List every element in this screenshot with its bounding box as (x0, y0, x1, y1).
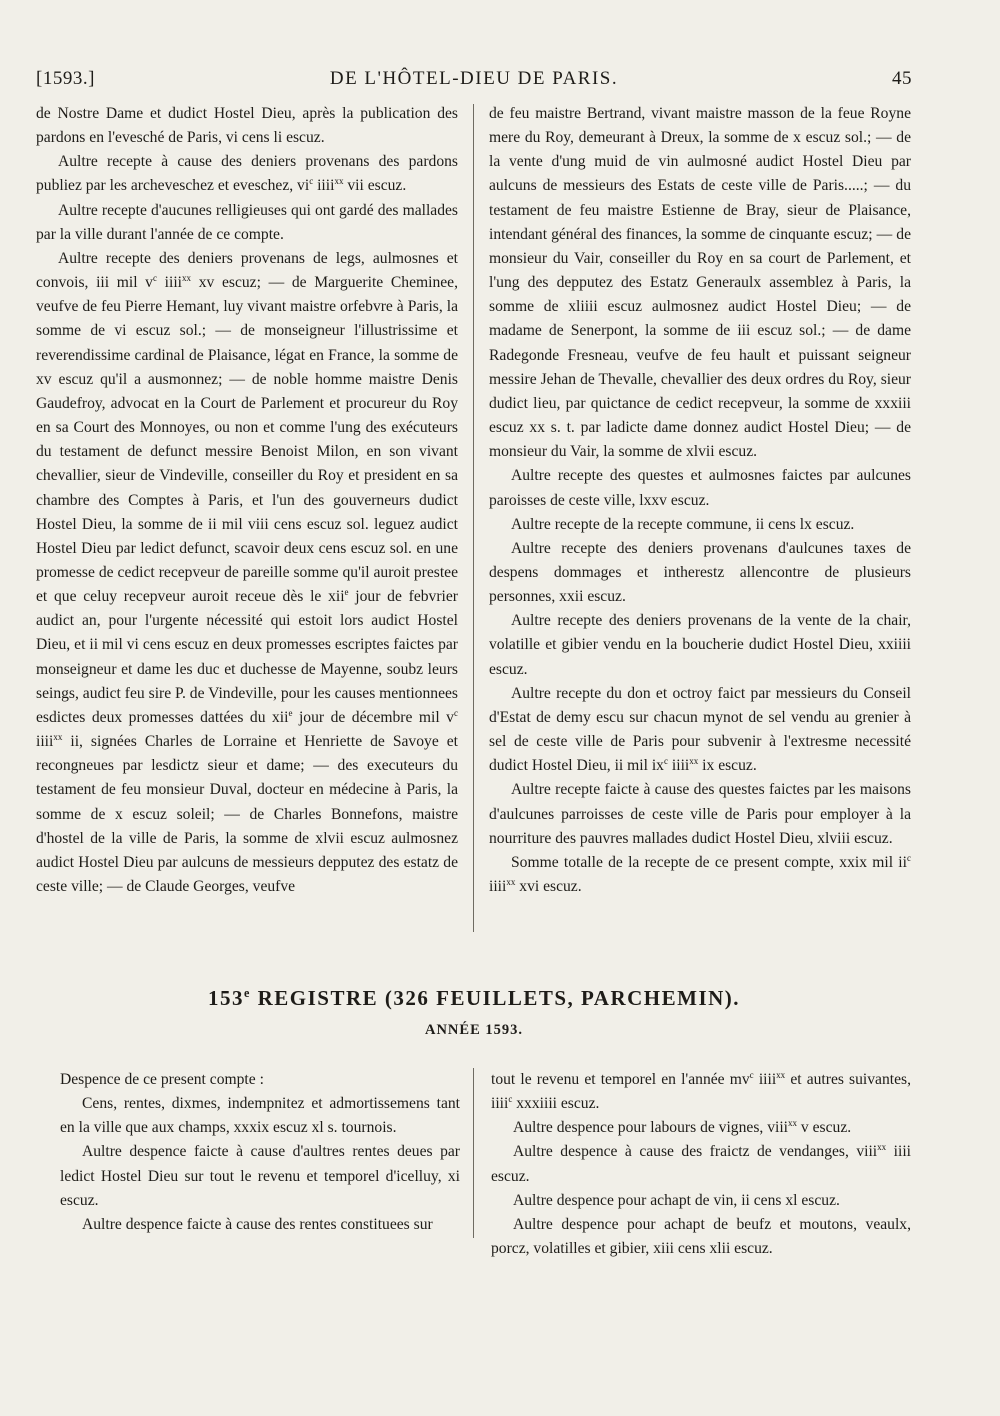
right-column-top (489, 102, 911, 899)
paragraph: Aultre recepte faicte à cause des questes faictes par les maisons d'aulcunes parroisses de ceste ville de Paris pour employer à la nourriture des pauvres mallades dudict Hostel Dieu, xlviii escuz. (489, 781, 911, 847)
paragraph: Aultre recepte des questes et aulmosnes faictes par aulcunes paroisses de ceste ville, lxxv escuz. (489, 467, 911, 509)
paragraph: Aultre recepte des deniers provenans de legs, aulmosnes et convois, iii mil $v^c$ iiii$^{xx}$ xv escuz; — de Marguerite Cheminee, veufve de feu Pierre Hemant, luy vivant maistre orfebvre à Paris, la somme de vi escuz sol.; — de monseigneur l'illustrissime et reverendissime cardinal de Plaisance, légat en France, la somme de xv escuz qu'il a ausmonnez; — de noble homme maistre Denis Gaudefroy, advocat en la Court de Parlement et procureur du Roy en sa Court des Monnoyes, ou non et comme l'ung des exécuteurs du testament de defunct messire Benoist Milon, en son vivant chevallier, sieur de Vindeville, conseiller du Roy et president en sa chambre des Comptes à Paris, et l'un des gouverneurs dudict Hostel Dieu, la somme de ii mil viii cens escuz sol. leguez audict Hostel Dieu par ledict defunct, scavoir deux cens escuz sol. en une promesse de cedict recepveur de pareille somme qu'il auroit prestee et que celuy recepveur auroit receue dès le xii$^e$ jour de febvrier audict an, pour l'urgente nécessité qui estoit lors audict Hostel Dieu, et ii mil vi cens escuz en deux promesses escriptes faictes par monseigneur et dame les duc et duchesse de Mayenne, soubz leurs seings, audict feu sire P. de Vindeville, pour les causes mentionnees esdictes deux promesses dattées du xii$^e$ jour de décembre mil $v^c$ iiii$^{xx}$ ii, signées Charles de Lorraine et Henriette de Savoye et recongneues par lesdictz sieur et dame; — des executeurs du testament de feu monsieur Duval, docteur en médecine à Paris, la somme de x escuz soleil; — de Charles Bonnefons, maistre d'hostel de la ville de Paris, la somme de xlvii escuz aulmosnez audict Hostel Dieu par aulcuns de messieurs depputez des estatz de ceste ville; — de Claude Georges, veufve (36, 249, 458, 895)
running-head-title: DE L'HÔTEL-DIEU DE PARIS. (329, 68, 619, 89)
left-column-top (36, 102, 458, 899)
paragraph: Aultre recepte du don et octroy faict par messieurs du Conseil d'Estat de demy escu sur chacun mynot de sel vendu au grenier à sel de ceste ville de Paris pour subvenir à l'extresme necessité dudict Hostel Dieu, ii mil $ix^c$ iiii$^{xx}$ ix escuz. (489, 684, 911, 775)
paragraph: Aultre despence à cause des fraictz de vendanges, viii$^{xx}$ iiii escuz. (491, 1142, 911, 1185)
paragraph: Aultre despence pour achapt de beufz et moutons, veaulx, porcz, volatilles et gibier, xiii cens xlii escuz. (491, 1215, 911, 1258)
paragraph: Cens, rentes, dixmes, indempnitez et admortissemens tant en la ville que aux champs, xxxix escuz xl s. tournois. (60, 1095, 460, 1137)
paragraph: Somme totalle de la recepte de ce present compte, xxix mil $ii^c$ iiii$^{xx}$ xvi escuz. (489, 852, 911, 895)
running-head-year: [1593.] (36, 68, 95, 89)
paragraph: Aultre recepte à cause des deniers provenans des pardons publiez par les archeveschez et eveschez, $vi^c$ iiii$^{xx}$ vii escuz. (36, 153, 458, 195)
paragraph: de Nostre Dame et dudict Hostel Dieu, après la publication des pardons en l'evesché de Paris, vi cens li escuz. (36, 105, 458, 147)
left-column-bottom (60, 1068, 460, 1237)
paragraph: Aultre recepte de la recepte commune, ii cens lx escuz. (511, 515, 855, 533)
column-divider (473, 1068, 474, 1238)
paragraph: Despence de ce present compte : (60, 1071, 264, 1088)
paragraph: Aultre despence faicte à cause d'aultres rentes deues par ledict Hostel Dieu sur tout le revenu et temporel d'icelluy, xi escuz. (60, 1143, 460, 1209)
column-divider (473, 104, 474, 932)
paragraph: Aultre despence pour achapt de vin, ii cens xl escuz. (513, 1191, 840, 1209)
right-column-bottom (491, 1068, 911, 1261)
paragraph: tout le revenu et temporel en l'année $mv^c$ iiii$^{xx}$ et autres suivantes, iiii$^c$ xxxiiii escuz. (491, 1069, 911, 1113)
paragraph: Aultre recepte des deniers provenans d'aulcunes taxes de despens dommages et intherestz allencontre de plusieurs personnes, xxii escuz. (489, 539, 911, 606)
paragraph: de feu maistre Bertrand, vivant maistre masson de la feue Royne mere du Roy, demeurant à Dreux, la somme de x escuz sol.; — de la vente d'ung muid de vin aulmosné audict Hostel Dieu par aulcuns de messieurs des Estats de ceste ville de Paris.....; — du testament de feu maistre Estienne de Bray, sieur de Plaisance, intendant général des finances, la somme de cinquante escuz; — de monsieur du Vair, conseiller du Roy en sa court de Parlement, et l'ung des depputez des Estatz Generaulx assemblez à Paris, la somme de xliiii escuz aulmosnez audict Hostel Dieu; — de madame de Senerpont, la somme de iii escuz sol.; — de dame Radegonde Fresneau, veufve de feu hault et puissant seigneur messire Jehan de Thevalle, chevallier des deux ordres du Roy, sieur dudict lieu, par quictance de cedict recepveur, la somme de xxxiii escuz xx s. t. par ladicte dame donnez audict Hostel Dieu; — de monsieur du Vair, la somme de xlvii escuz. (489, 105, 911, 461)
running-head (36, 68, 912, 92)
page-number: 45 (892, 68, 912, 89)
paragraph: Aultre despence faicte à cause des rentes constituees sur (82, 1215, 433, 1233)
paragraph: Aultre recepte d'aucunes relligieuses qui ont gardé des mallades par la ville durant l'année de ce compte. (36, 201, 458, 243)
section-title: 153e REGISTRE (326 FEUILLETS, PARCHEMIN). (207, 986, 741, 1010)
paragraph: Aultre despence pour labours de vignes, viii$^{xx}$ v escuz. (513, 1118, 852, 1137)
paragraph: Aultre recepte des deniers provenans de la vente de la chair, volatille et gibier vendu en la boucherie dudict Hostel Dieu, xxiiii escuz. (489, 612, 911, 678)
section-subtitle: ANNÉE 1593. (424, 1022, 523, 1038)
